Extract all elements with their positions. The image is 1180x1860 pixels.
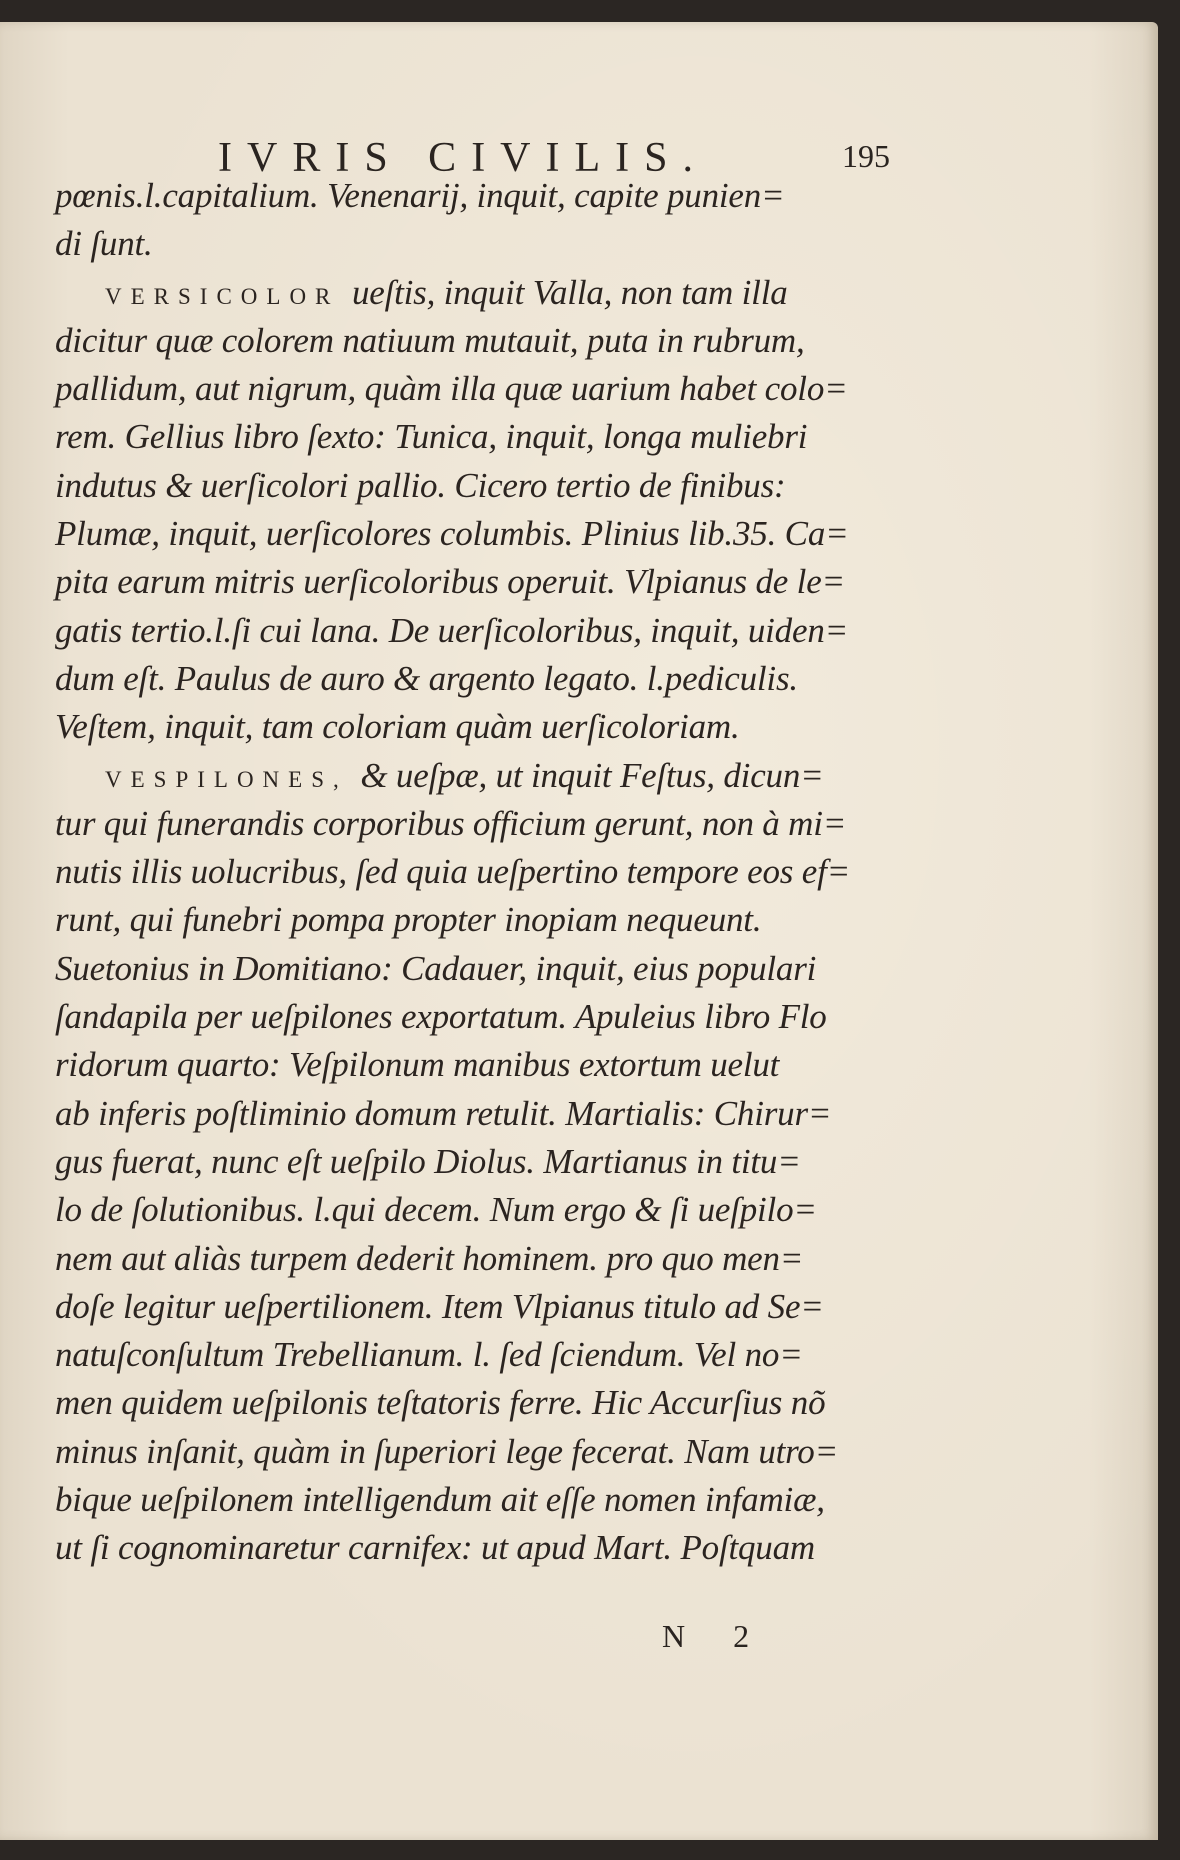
text-line (55, 703, 905, 751)
text-line (55, 1041, 905, 1089)
line-text: dicitur quæ colorem natiuum mutauit, puta in rubrum, (55, 320, 805, 360)
line-text: nutis illis uolucribus, ſed quia ueſpertino tempore eos ef= (55, 852, 851, 892)
text-line (55, 1524, 905, 1572)
text-line (55, 365, 905, 413)
line-text: ridorum quarto: Veſpilonum manibus extortum uelut (55, 1045, 780, 1085)
text-line (55, 945, 905, 993)
line-text: minus inſanit, quàm in ſuperiori lege fecerat. Nam utro= (55, 1431, 839, 1471)
text-line (55, 317, 905, 365)
text-line (55, 1235, 905, 1283)
text-line (55, 1186, 905, 1234)
text-line (55, 269, 905, 317)
line-text: gus fuerat, nunc eſt ueſpilo Diolus. Martianus in titu= (55, 1141, 801, 1181)
text-line (55, 1283, 905, 1331)
text-line (55, 1476, 905, 1524)
line-text: lo de ſolutionibus. l.qui decem. Num ergo & ſi ueſpilo= (55, 1190, 817, 1230)
page-number: 195 (842, 138, 890, 174)
text-line (55, 558, 905, 606)
line-text: dum eſt. Paulus de auro & argento legato. l.pediculis. (55, 658, 798, 698)
text-line (55, 655, 905, 703)
line-text: men quidem ueſpilonis teſtatoris ferre. Hic Accurſius nõ (55, 1383, 826, 1423)
text-line (55, 752, 905, 800)
line-text: indutus & uerſicolori pallio. Cicero tertio de finibus: (55, 465, 786, 505)
text-line (55, 1428, 905, 1476)
line-text: ut ſi cognominaretur carnifex: ut apud Mart. Poſtquam (55, 1528, 815, 1568)
text-line (55, 896, 905, 944)
line-text: bique ueſpilonem intelligendum ait eſſe nomen infamiæ, (55, 1480, 825, 1520)
signature-mark: N 2 (662, 1618, 770, 1654)
line-text: runt, qui funebri pompa propter inopiam nequeunt. (55, 900, 762, 940)
line-text: pœnis.l.capitalium. Venenarij, inquit, capite punien= (55, 176, 785, 215)
text-line (55, 1138, 905, 1186)
line-text: ſandapila per ueſpilones exportatum. Apuleius libro Flo (55, 997, 827, 1037)
body-text (55, 172, 905, 1573)
line-text: di ſunt. (55, 224, 153, 264)
text-line (55, 800, 905, 848)
running-title: IVRIS CIVILIS. (218, 135, 708, 181)
text-line (55, 1090, 905, 1138)
line-text: natuſconſultum Trebellianum. l. ſed ſciendum. Vel no= (55, 1335, 803, 1375)
line-text: rem. Gellius libro ſexto: Tunica, inquit, longa muliebri (55, 417, 808, 457)
text-line (55, 607, 905, 655)
line-text: Veſtem, inquit, tam coloriam quàm uerſicoloriam. (55, 707, 740, 747)
lemma-heading: VESPILONES, (105, 766, 348, 792)
line-text: Plumæ, inquit, uerſicolores columbis. Plinius lib.35. Ca= (55, 514, 849, 554)
lemma-heading: VERSICOLOR (105, 283, 340, 309)
line-text: pallidum, aut nigrum, quàm illa quæ uarium habet colo= (55, 369, 848, 409)
line-text: Suetonius in Domitiano: Cadauer, inquit, eius populari (55, 948, 817, 988)
line-text: ab inferis poſtliminio domum retulit. Martialis: Chirur= (55, 1093, 832, 1133)
line-text: nem aut aliàs turpem dederit hominem. pro quo men= (55, 1238, 804, 1278)
text-line (55, 848, 905, 896)
line-text: ueſtis, inquit Valla, non tam illa (343, 272, 788, 312)
text-line (55, 993, 905, 1041)
text-line (55, 220, 905, 268)
text-line (55, 510, 905, 558)
text-line (55, 172, 905, 220)
book-page (0, 22, 1158, 1840)
line-text: pita earum mitris uerſicoloribus operuit. Vlpianus de le= (55, 562, 845, 602)
text-line (55, 1379, 905, 1427)
text-line (55, 413, 905, 461)
text-line (55, 1331, 905, 1379)
line-text: tur qui funerandis corporibus officium gerunt, non à mi= (55, 803, 847, 843)
text-line (55, 462, 905, 510)
line-text: doſe legitur ueſpertilionem. Item Vlpianus titulo ad Se= (55, 1286, 824, 1326)
line-text: & ueſpæ, ut inquit Feſtus, dicun= (351, 755, 824, 795)
line-text: gatis tertio.l.ſi cui lana. De uerſicoloribus, inquit, uiden= (55, 610, 849, 650)
